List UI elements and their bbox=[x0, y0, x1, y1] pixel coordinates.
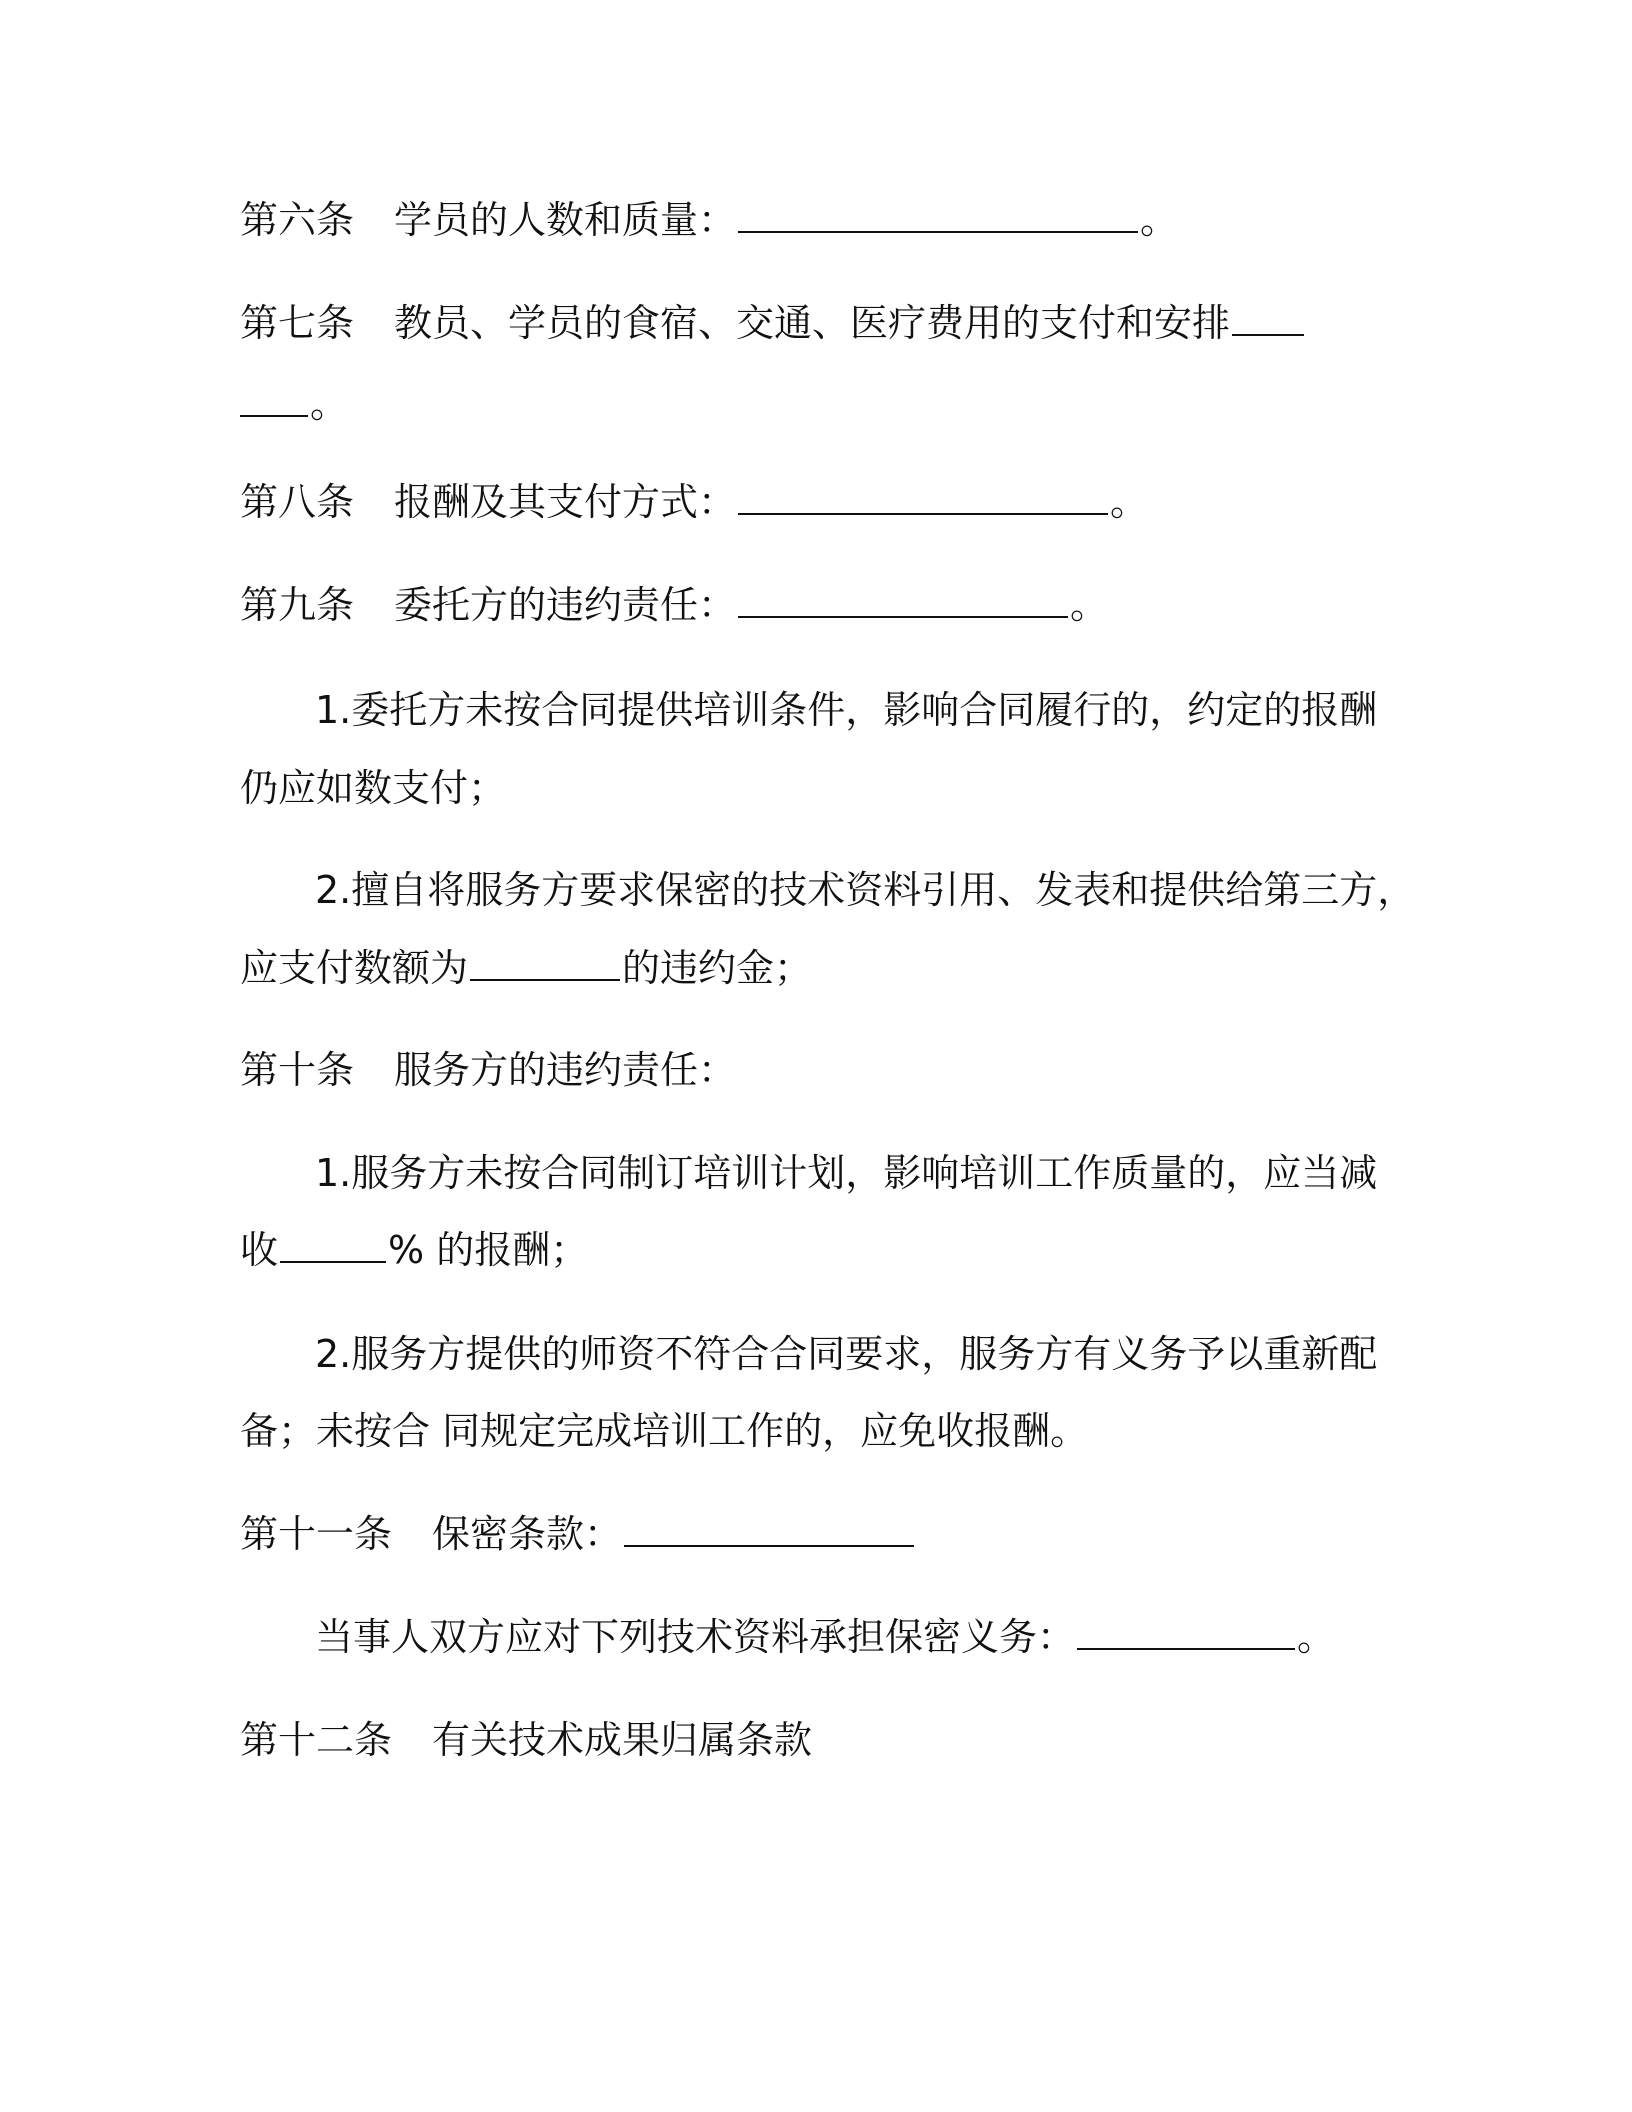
article-10-item-1-post: % 的报酬； bbox=[388, 1228, 589, 1272]
article-11-end: 。 bbox=[1297, 1615, 1336, 1659]
article-11-title: 保密条款： bbox=[432, 1512, 623, 1556]
article-6-blank bbox=[738, 197, 1138, 233]
article-9-end: 。 bbox=[1070, 583, 1109, 627]
article-8-title: 报酬及其支付方式： bbox=[394, 480, 737, 524]
article-7-label: 第七条 bbox=[240, 301, 355, 345]
article-12 bbox=[240, 1716, 812, 1764]
article-9-title: 委托方的违约责任： bbox=[394, 583, 737, 627]
article-7-cont bbox=[240, 380, 348, 428]
article-10-title: 服务方的违约责任： bbox=[394, 1048, 737, 1092]
article-9-item-1: 1.委托方未按合同提供培训条件，影响合同履行的，约定的报酬 bbox=[315, 688, 1378, 732]
article-11-blank bbox=[624, 1511, 914, 1547]
article-11-obligation bbox=[315, 1613, 1335, 1661]
article-7 bbox=[240, 299, 1306, 347]
article-8-end: 。 bbox=[1110, 480, 1149, 524]
article-9-item-2-pre: 应支付数额为 bbox=[240, 946, 469, 990]
article-7-blank-b bbox=[240, 381, 308, 417]
article-11-obligation-text: 当事人双方应对下列技术资料承担保密义务： bbox=[315, 1615, 1076, 1659]
penalty-amount-blank bbox=[470, 945, 620, 981]
article-8-blank bbox=[738, 479, 1108, 515]
article-8-label: 第八条 bbox=[240, 480, 355, 524]
article-9-blank bbox=[738, 582, 1068, 618]
article-11-label: 第十一条 bbox=[240, 1512, 393, 1556]
article-10-item-2-cont: 备；未按合 同规定完成培训工作的，应免收报酬。 bbox=[240, 1409, 1089, 1453]
article-10-item-1: 1.服务方未按合同制订培训计划，影响培训工作质量的，应当减 bbox=[315, 1151, 1378, 1195]
article-12-label: 第十二条 bbox=[240, 1718, 393, 1762]
article-6-label: 第六条 bbox=[240, 198, 355, 242]
article-9 bbox=[240, 581, 1108, 629]
article-9-item-2-cont bbox=[240, 944, 812, 992]
article-8 bbox=[240, 478, 1148, 526]
article-6-end: 。 bbox=[1140, 198, 1179, 242]
article-7-end: 。 bbox=[310, 382, 349, 426]
article-11-obligation-blank bbox=[1077, 1614, 1295, 1650]
article-7-blank-a bbox=[1232, 300, 1304, 336]
article-9-label: 第九条 bbox=[240, 583, 355, 627]
article-6 bbox=[240, 196, 1178, 244]
article-10-item-2: 2.服务方提供的师资不符合合同要求，服务方有义务予以重新配 bbox=[315, 1332, 1378, 1376]
article-10-item-1-pre: 收 bbox=[240, 1228, 279, 1272]
article-9-item-1-cont: 仍应如数支付； bbox=[240, 766, 507, 810]
article-12-title: 有关技术成果归属条款 bbox=[432, 1718, 813, 1762]
article-9-item-2-post: 的违约金； bbox=[622, 946, 813, 990]
article-10 bbox=[240, 1046, 736, 1094]
article-7-title: 教员、学员的食宿、交通、医疗费用的支付和安排 bbox=[394, 301, 1231, 345]
article-10-item-1-cont bbox=[240, 1226, 588, 1274]
article-11 bbox=[240, 1510, 916, 1558]
article-9-item-2: 2.擅自将服务方要求保密的技术资料引用、发表和提供给第三方， bbox=[315, 868, 1416, 912]
article-6-title: 学员的人数和质量： bbox=[394, 198, 737, 242]
reduction-percent-blank bbox=[280, 1227, 386, 1263]
article-10-label: 第十条 bbox=[240, 1048, 355, 1092]
